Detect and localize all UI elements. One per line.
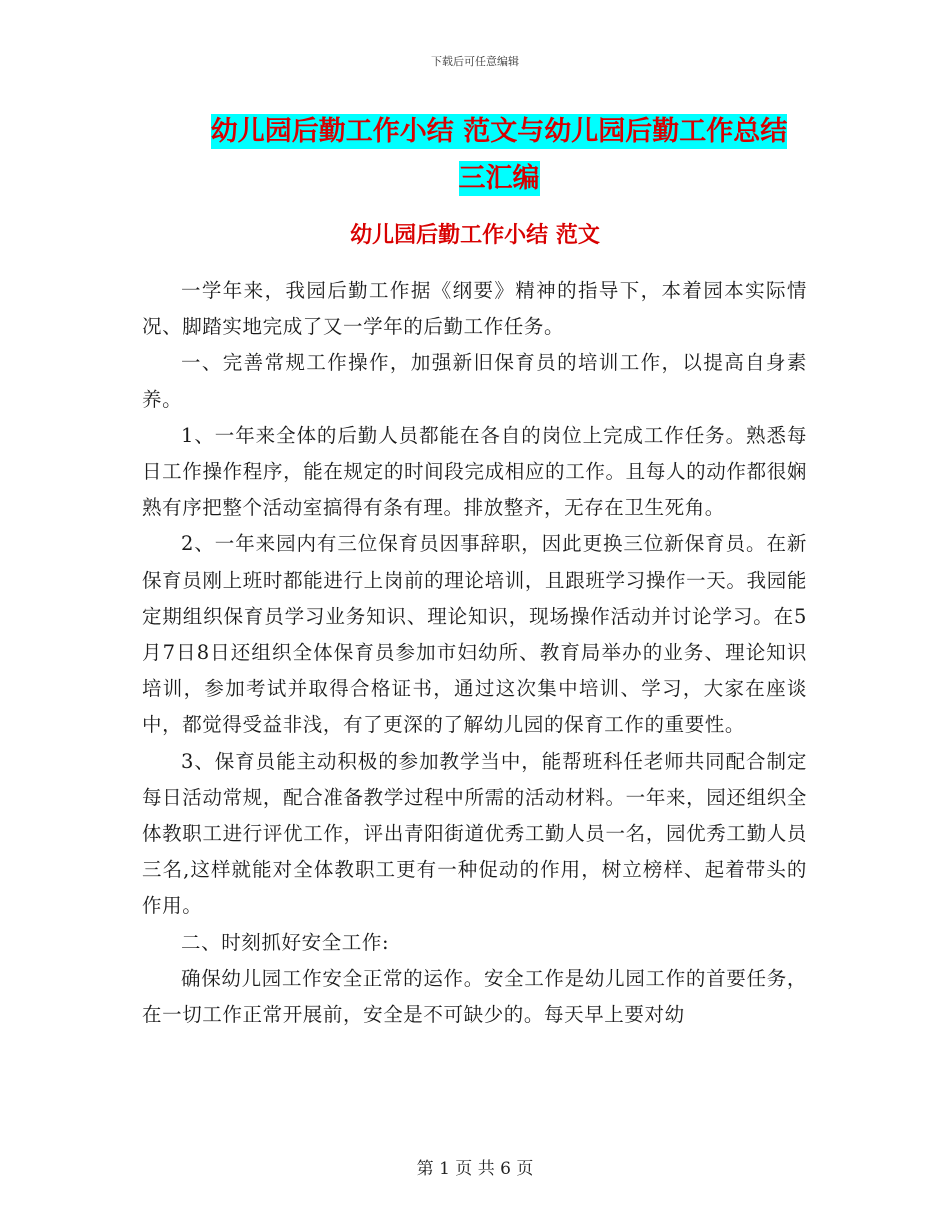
header-note: 下载后可任意编辑 [431,55,519,68]
paragraph: 确保幼儿园工作安全正常的运作。安全工作是幼儿园工作的首要任务，在一切工作正常开展前，安全是不可缺少的。每天早上要对幼 [142,966,807,1027]
paragraph: 一学年来，我园后勤工作据《纲要》精神的指导下，本着园本实际情况、脚踏实地完成了又一学年的后勤工作任务。 [142,279,807,339]
paragraph: 2、一年来园内有三位保育员因事辞职，因此更换三位新保育员。在新保育员刚上班时都能进行上岗前的理论培训，且跟班学习操作一天。我园能定期组织保育员学习业务知识、理论知识，现场操作活动并讨论学习。在5月7日8日还组织全体保育员参加市妇幼所、教育局举办的业务、理论知识培训，参加考试并取得合格证书，通过这次集中培训、学习，大家在座谈中，都觉得受益非浅，有了更深的了解幼儿园的保育工作的重要性。 [142,532,807,737]
page-footer: 第 1 页 共 6 页 [416,1159,534,1179]
paragraph: 一、完善常规工作操作，加强新旧保育员的培训工作，以提高自身素养。 [142,351,807,411]
paragraph: 二、时刻抓好安全工作: [181,930,390,954]
section-title: 幼儿园后勤工作小结 范文 [350,223,600,248]
paragraph: 1、一年来全体的后勤人员都能在各自的岗位上完成工作任务。熟悉每日工作操作程序，能在规定的时间段完成相应的工作。且每人的动作都很娴熟有序把整个活动室搞得有条有理。排放整齐，无存在卫生死角。 [142,423,807,520]
paragraph: 3、保育员能主动积极的参加教学当中，能帮班科任老师共同配合制定每日活动常规，配合准备教学过程中所需的活动材料。一年来，园还组织全体教职工进行评优工作，评出青阳街道优秀工勤人员一名，园优秀工勤人员三名,这样就能对全体教职工更有一种促动的作用，树立榜样、起着带头的作用。 [142,749,807,918]
document-title [195,108,803,202]
document-title-text: 幼儿园后勤工作小结 范文与幼儿园后勤工作总结 三汇编 [210,116,788,194]
body-text [142,273,807,1033]
